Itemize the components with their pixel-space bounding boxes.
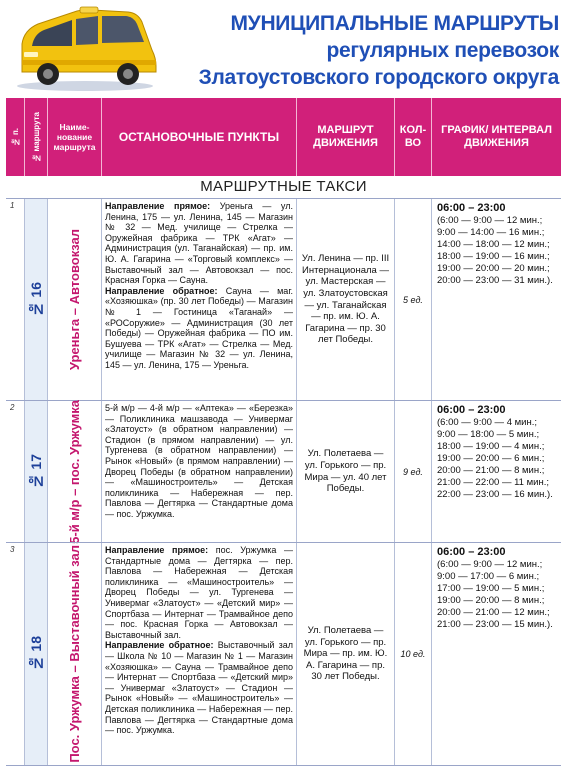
row-index: 2 [6, 401, 25, 542]
schedule-line: 21:00 — 23:00 — 15 мин.). [437, 619, 553, 630]
schedule-line: (6:00 — 9:00 — 12 мин.; [437, 215, 543, 226]
vehicle-count: 10 ед. [395, 543, 432, 765]
schedule-line: 17:00 — 19:00 — 5 мин.; [437, 583, 545, 594]
schedule-line: 20:00 — 23:00 — 31 мин.). [437, 275, 553, 286]
route-number: № 16 [25, 199, 48, 400]
schedule-hours: 06:00 – 23:00 [437, 202, 506, 214]
stops-forward-label: Направление прямое: [105, 201, 211, 211]
stops-forward: Уреньга — ул. Ленина, 175 — ул. Ленина, 145 — Магазин № 32 — Мед. училище — Стрелка — Оружейная фабрика — ТРК «Агат» — Администрация (ул. Таганайская) — пр. им. Ю. А. Гагарина — «Торговый комплекс» — Выставочный зал — Автовокзал — пос. Красная Горка — Сауна. [105, 201, 293, 286]
schedule-line: (6:00 — 9:00 — 12 мин.; [437, 559, 543, 570]
table-row [6, 542, 561, 766]
title-line-2: регулярных перевозок [326, 39, 559, 62]
schedule-line: 19:00 — 20:00 — 8 мин.; [437, 595, 545, 606]
stops-back: Выставочный зал — Школа № 10 — Магазин № 1 — Магазин «Хозяюшка» — Сауна — Трамвайное депо — Интернат — Спортбаза — «Детский мир» — Универмаг «Златоуст» — Стадион — Рынок «Новый» — «Машиностроитель» — Детская поликлиника — Набережная — пер. Павлова — Дегтярка — Стандартные дома — пос. Уржумка. [105, 640, 293, 736]
stops-back-label: Направление обратное: [105, 285, 218, 296]
route-number: № 18 [25, 543, 48, 765]
route-name: 5-й м/р – пос. Уржумка [48, 401, 102, 542]
schedule-line: 19:00 — 20:00 — 6 мин.; [437, 453, 545, 464]
schedule-line: (6:00 — 9:00 — 4 мин.; [437, 417, 537, 428]
route-stops [102, 401, 297, 542]
route-name: Уреньга – Автовокзал [48, 199, 102, 400]
section-title: МАРШРУТНЫЕ ТАКСИ [200, 178, 367, 195]
stops-back-label: Направление обратное: [105, 640, 214, 651]
vehicle-count: 5 ед. [395, 199, 432, 400]
col-header-schedule: ГРАФИК/ ИНТЕРВАЛ ДВИЖЕНИЯ [441, 124, 552, 149]
schedule-line: 9:00 — 17:00 — 6 мин.; [437, 571, 540, 582]
page-title [149, 10, 559, 91]
route-path: Ул. Полетаева — ул. Горького — пр. Мира — пр. им. Ю. А. Гагарина — пр. 30 лет Победы. [297, 543, 395, 765]
stops-forward-label: Направление прямое: [105, 545, 209, 555]
schedule-line: 9:00 — 18:00 — 5 мин.; [437, 429, 540, 440]
stops-forward: пос. Уржумка — Стандартные дома — Дегтярка — пер. Павлова — Набережная — Детская поликлиника — «Машиностроитель» — Дворец Победы — ул. Тургенева — Универмаг «Златоуст» — «Детский мир» — Спортбаза — Интернат — Трамвайное депо — пос. Красная Горка — Автовокзал — Выставочный зал. [105, 545, 293, 640]
col-header-route-num: № маршрута [25, 98, 48, 176]
schedule-hours: 06:00 – 23:00 [437, 546, 506, 558]
schedule-line: 22:00 — 23:00 — 16 мин.). [437, 489, 553, 500]
route-stops [102, 543, 297, 765]
schedule-line: 14:00 — 18:00 — 12 мин.; [437, 239, 550, 250]
route-schedule [432, 401, 561, 542]
col-header-route: МАРШРУТ ДВИЖЕНИЯ [297, 98, 395, 176]
route-stops [102, 199, 297, 400]
schedule-line: 21:00 — 22:00 — 11 мин.; [437, 477, 549, 488]
schedule-line: 20:00 — 21:00 — 8 мин.; [437, 465, 545, 476]
page-header [0, 0, 567, 96]
schedule-line: 18:00 — 19:00 — 16 мин.; [437, 251, 550, 262]
route-schedule [432, 543, 561, 765]
row-index: 1 [6, 199, 25, 400]
schedule-line: 19:00 — 20:00 — 20 мин.; [437, 263, 550, 274]
route-name: Пос. Уржумка – Выставочный зал [48, 543, 102, 765]
col-header-count: КОЛ-ВО [395, 98, 432, 176]
minibus-taxi-icon [10, 6, 160, 92]
table-header [6, 98, 561, 176]
stops-back: Сауна — маг. «Хозяюшка» (пр. 30 лет Победы) — Магазин № 1 — Гостиница «Таганай» — «РОСоружие» — Администрация (30 лет Победы) — Оружейная фабрика — ПО им. Бушуева — ТРК «Агат» — Стрелка — Мед. училище — Магазин № 32 — ул. Ленина, 145 — ул. Ленина, 175 — Уреньга. [105, 285, 293, 370]
col-header-num: № п. [6, 98, 25, 176]
route-path: Ул. Полетаева — ул. Горького — пр. Мира — ул. 40 лет Победы. [297, 401, 395, 542]
vehicle-count: 9 ед. [395, 401, 432, 542]
row-index: 3 [6, 543, 25, 765]
title-line-1: МУНИЦИПАЛЬНЫЕ МАРШРУТЫ [230, 12, 559, 35]
schedule-hours: 06:00 – 23:00 [437, 404, 506, 416]
schedule-line: 18:00 — 19:00 — 4 мин.; [437, 441, 545, 452]
stops-forward: 5-й м/р — 4-й м/р — «Аптека» — «Березка» — Поликлиника машзавода — Универмаг «Златоуст» (в обратном направлении) — Стадион (в прямом направлении) — ул. Тургенева (в обратном направлении) — Рынок «Новый» (в прямом направлении) — Дворец Победы (в обратном направлении) — «Машиностроитель» — Детская поликлиника — Набережная — пер. Павлова — Дегтярка — Стандартные дома — пос. Уржумка. [105, 403, 293, 519]
title-line-3: Златоустовского городского округа [198, 66, 559, 89]
route-number: № 17 [25, 401, 48, 542]
table-row [6, 198, 561, 400]
schedule-line: 20:00 — 21:00 — 12 мин.; [437, 607, 550, 618]
table-row [6, 400, 561, 542]
schedule-line: 9:00 — 14:00 — 16 мин.; [437, 227, 545, 238]
col-header-name: Наиме-нование маршрута [48, 98, 102, 176]
route-path: Ул. Ленина — пр. III Интернационала — ул. Мастерская — ул. Златоустовская — ул. Таганайская — пр. им. Ю. А. Гагарина — пр. 30 лет Победы. [297, 199, 395, 400]
route-schedule [432, 199, 561, 400]
col-header-stops: ОСТАНОВОЧНЫЕ ПУНКТЫ [102, 98, 297, 176]
